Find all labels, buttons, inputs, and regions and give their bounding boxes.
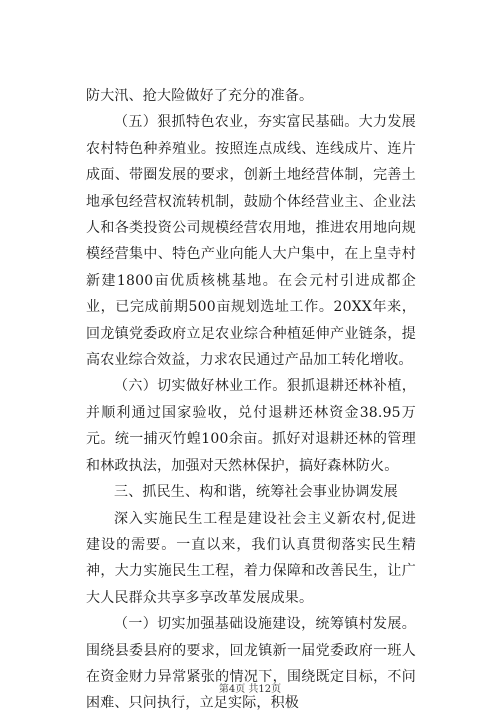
paragraph-livelihood-projects: 深入实施民生工程是建设社会主义新农村,促进建设的需要。一直以来，我们认真贯彻落实民生精神，大力实施民生工程，着力保障和改善民生，让广大人民群众共享多享改革发展成果。 — [86, 510, 416, 606]
document-body — [86, 83, 416, 717]
page-number-footer: 第4页 共12页 — [218, 684, 282, 695]
paragraph-characteristic-agriculture: （五）狠抓特色农业，夯实富民基础。大力发展农村特色种养殖业。按照连点成线、连线成片、连片成面、带圈发展的要求，创新土地经营体制，完善土地承包经营权流转机制，鼓励个体经营业主、企业法人和各类投资公司规模经营农用地，推进农用地向规模经营集中、特色产业向能人大户集中，在上皇寺村新建1800亩优质核桃基地。在会元村引进成都企业，已完成前期500亩规划选址工作。20XX年来，回龙镇党委政府立足农业综合种植延伸产业链条，提高农业综合效益，力求农民通过产品加工转化增收。 — [86, 114, 416, 369]
paragraph-continuation: 防大汛、抢大险做好了充分的准备。 — [86, 88, 314, 104]
paragraph-forestry-work: （六）切实做好林业工作。狠抓退耕还林补植，并顺利通过国家验收，兑付退耕还林资金38.95万元。统一捕灭竹蝗100余亩。抓好对退耕还林的管理和林政执法，加强对天然林保护，搞好森林防火。 — [86, 378, 416, 474]
paragraph-infrastructure: （一）切实加强基础设施建设，统筹镇村发展。围绕县委县府的要求，回龙镇新一届党委政府一班人在资金财力异常紧张的情况下，围绕既定目标，不问困难、只问执行，立足实际，积极 — [86, 616, 416, 712]
section-heading-livelihood: 三、抓民生、构和谐，统筹社会事业协调发展 — [114, 484, 398, 501]
